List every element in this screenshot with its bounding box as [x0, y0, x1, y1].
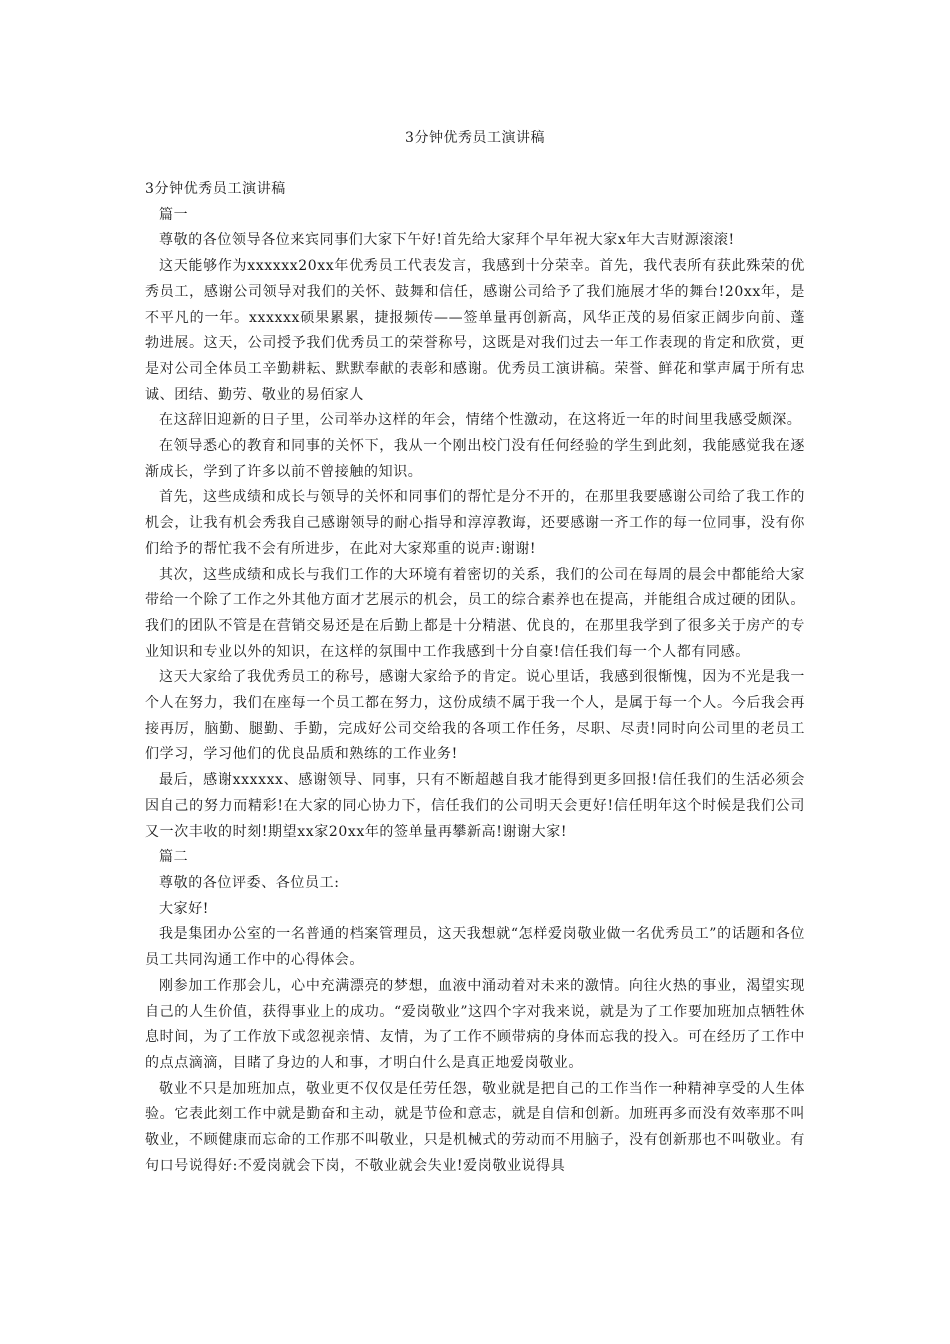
- body-paragraph: 我是集团办公室的一名普通的档案管理员，这天我想就“怎样爱岗敬业做一名优秀员工”的话题和各位员工共同沟通工作中的心得体会。: [145, 926, 805, 969]
- body-paragraph: 尊敬的各位领导各位来宾同事们大家下午好!首先给大家拜个早年祝大家x年大吉财源滚滚!: [159, 232, 735, 249]
- body-paragraph: 敬业不只是加班加点，敬业更不仅仅是任劳任怨，敬业就是把自己的工作当作一种精神享受的人生体验。它表此刻工作中就是勤奋和主动，就是节俭和意志，就是自信和创新。加班再多而没有效率那不叫敬业，不顾健康而忘命的工作那不叫敬业，只是机械式的劳动而不用脑子，没有创新那也不叫敬业。有句口号说得好:不爱岗就会下岗，不敬业就会失业!爱岗敬业说得具: [145, 1080, 805, 1174]
- body-paragraph: 篇二: [159, 849, 189, 866]
- body-paragraph: 这天能够作为xxxxxx20xx年优秀员工代表发言，我感到十分荣幸。首先，我代表所有获此殊荣的优秀员工，感谢公司领导对我们的关怀、鼓舞和信任，感谢公司给予了我们施展才华的舞台!20xx年，是不平凡的一年。xxxxxx硕果累累，捷报频传——签单量再创新高，风华正茂的易佰家正阔步向前、蓬勃进展。这天，公司授予我们优秀员工的荣誉称号，这既是对我们过去一年工作表现的肯定和欣赏，更是对公司全体员工辛勤耕耘、默默奉献的表彰和感谢。优秀员工演讲稿。荣誉、鲜花和掌声属于所有忠诚、团结、勤劳、敬业的易佰家人: [145, 258, 805, 403]
- body-paragraph: 大家好!: [159, 900, 210, 917]
- body-paragraph: 刚参加工作那会儿，心中充满漂亮的梦想，血液中涌动着对未来的激情。向往火热的事业，渴望实现自己的人生价值，获得事业上的成功。“爱岗敬业”这四个字对我来说，就是为了工作要加班加点牺牲休息时间，为了工作放下或忽视亲情、友情，为了工作不顾带病的身体而忘我的投入。可在经历了工作中的点点滴滴，目睹了身边的人和事，才明白什么是真正地爱岗敬业。: [145, 977, 805, 1071]
- body-paragraph: 这天大家给了我优秀员工的称号，感谢大家给予的肯定。说心里话，我感到很惭愧，因为不光是我一个人在努力，我们在座每一个员工都在努力，这份成绩不属于我一个人，是属于每一个人。今后我会再接再厉，脑勤、腿勤、手勤，完成好公司交给我的各项工作任务，尽职、尽责!同时向公司里的老员工们学习，学习他们的优良品质和熟练的工作业务!: [145, 669, 805, 763]
- document-title: 3分钟优秀员工演讲稿: [405, 130, 545, 146]
- body-paragraph: 篇一: [159, 206, 189, 223]
- body-paragraph: 在领导悉心的教育和同事的关怀下，我从一个刚出校门没有任何经验的学生到此刻，我能感觉我在逐渐成长，学到了许多以前不曾接触的知识。: [145, 438, 805, 480]
- body-paragraph: 最后，感谢xxxxxx、感谢领导、同事，只有不断超越自我才能得到更多回报!信任我们的生活必须会因自己的努力而精彩!在大家的同心协力下，信任我们的公司明天会更好!信任明年这个时候是我们公司又一次丰收的时刻!期望xx家20xx年的签单量再攀新高!谢谢大家!: [145, 772, 805, 840]
- body-paragraph: 其次，这些成绩和成长与我们工作的大环境有着密切的关系，我们的公司在每周的晨会中都能给大家带给一个除了工作之外其他方面才艺展示的机会，员工的综合素养也在提高，并能组合成过硬的团队。我们的团队不管是在营销交易还是在后勤上都是十分精湛、优良的，在那里我学到了很多关于房产的专业知识和专业以外的知识，在这样的氛围中工作我感到十分自豪!信任我们每一个人都有同感。: [145, 566, 805, 660]
- body-paragraph: 首先，这些成绩和成长与领导的关怀和同事们的帮忙是分不开的，在那里我要感谢公司给了我工作的机会，让我有机会秀我自己感谢领导的耐心指导和淳淳教诲，还要感谢一齐工作的每一位同事，没有你们给予的帮忙我不会有所进步，在此对大家郑重的说声:谢谢!: [145, 489, 805, 557]
- body-paragraph: 尊敬的各位评委、各位员工:: [159, 874, 340, 891]
- body-paragraph: 在这辞旧迎新的日子里，公司举办这样的年会，情绪个性激动，在这将近一年的时间里我感受颇深。: [159, 412, 802, 429]
- document-heading: 3分钟优秀员工演讲稿: [145, 181, 286, 197]
- document-body: [145, 177, 805, 1179]
